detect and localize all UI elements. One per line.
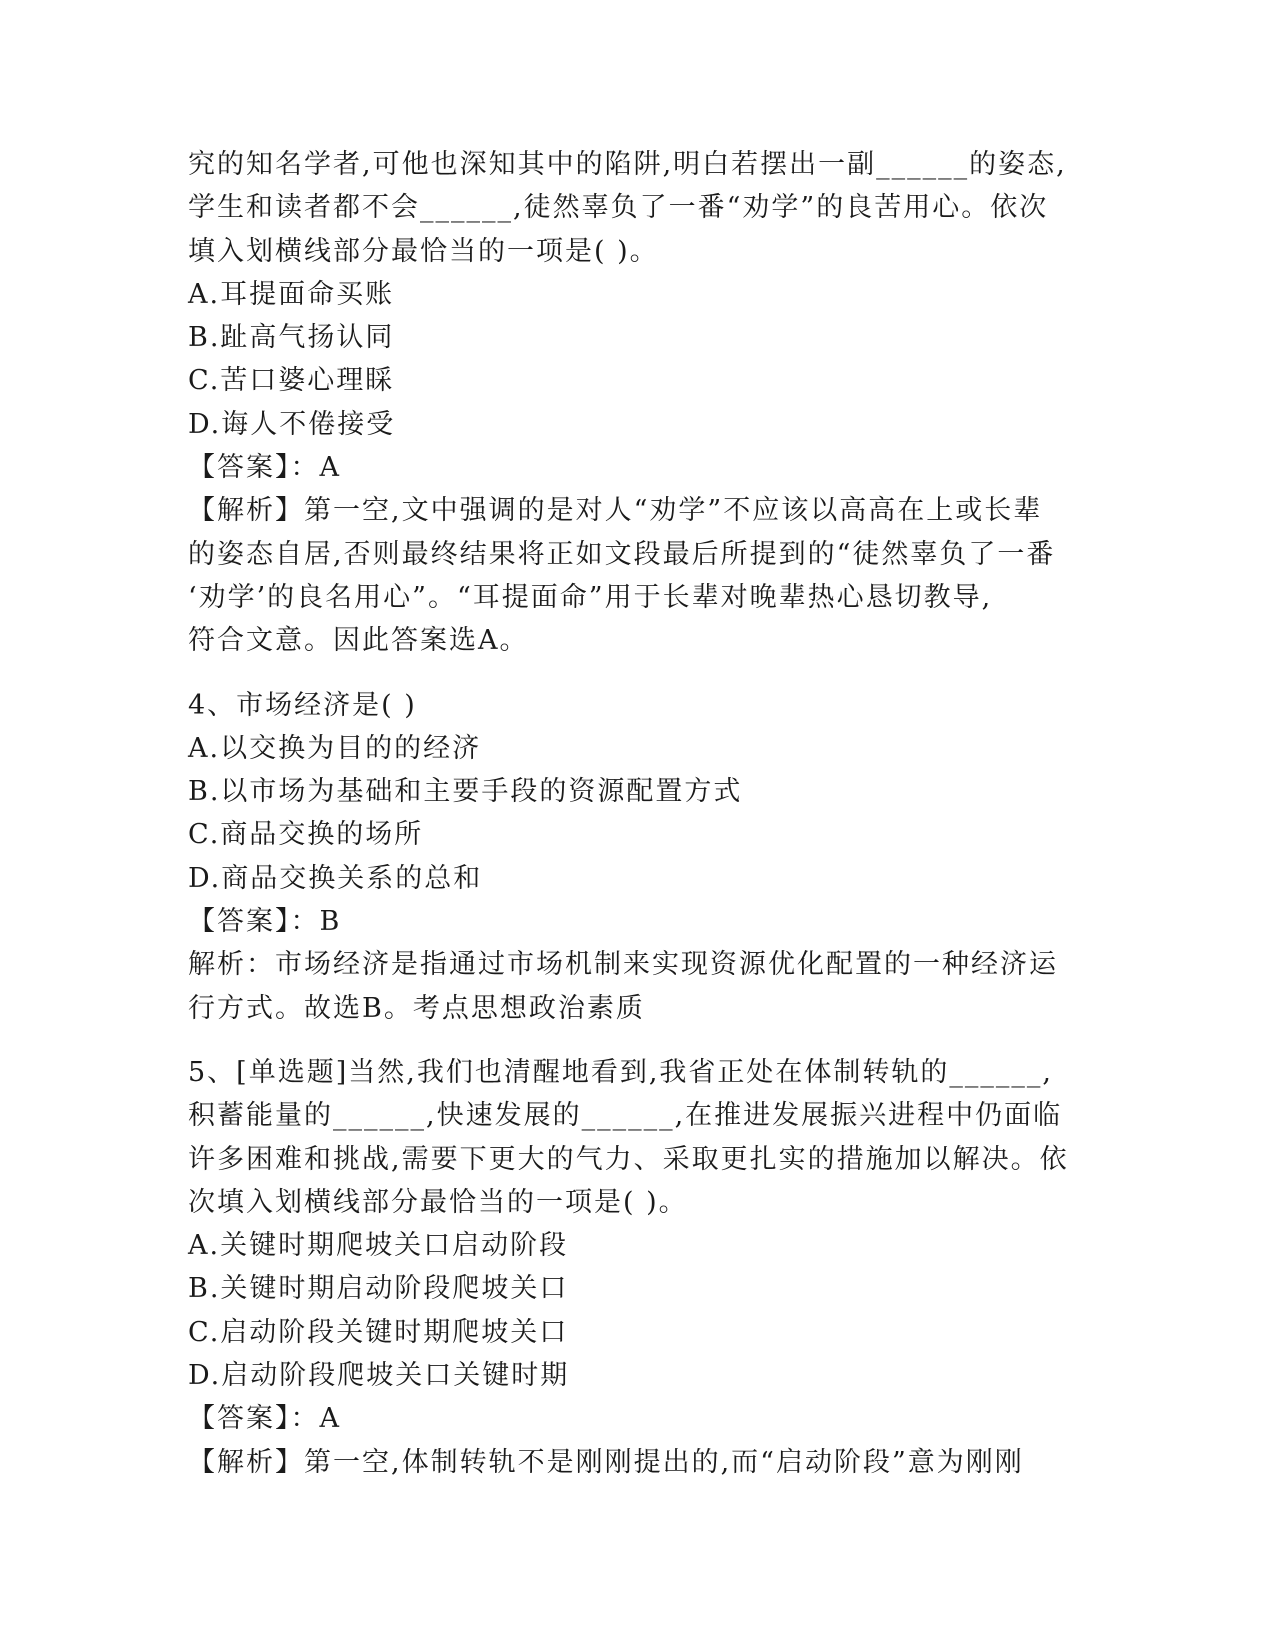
document-body [188,143,1088,1484]
question-stem-line: 积蓄能量的______,快速发展的______,在推进发展振兴进程中仍面临 [188,1100,1063,1132]
question-stem-line: 次填入划横线部分最恰当的一项是( )。 [188,1186,688,1218]
analysis-line: 行方式。故选B。考点思想政治素质 [188,992,645,1024]
option-a: A.关键时期爬坡关口启动阶段 [188,1230,569,1262]
section-gap [188,1030,1088,1051]
analysis-line: 的姿态自居,否则最终结果将正如文段最后所提到的“徒然辜负了一番 [188,538,1056,570]
option-a: A.以交换为目的的经济 [188,732,482,764]
answer-line: 【答案】：A [188,452,341,484]
answer-line: 【答案】：A [188,1403,341,1435]
option-b: B.趾高气扬认同 [188,322,395,354]
question-stem-line: 许多困难和挑战,需要下更大的气力、采取更扎实的措施加以解决。依 [188,1143,1069,1175]
option-b: B.以市场为基础和主要手段的资源配置方式 [188,776,743,808]
section-gap [188,663,1088,684]
answer-line: 【答案】：B [188,906,342,938]
question-5 [188,1051,1088,1484]
question-4 [188,684,1088,1030]
analysis-line: 符合文意。因此答案选A。 [188,625,529,657]
option-c: C.苦口婆心理睬 [188,365,395,397]
question-stem-line: 究的知名学者,可他也深知其中的陷阱,明白若摆出一副______的姿态, [188,149,1067,180]
option-d: D.诲人不倦接受 [188,408,396,440]
analysis-line: 【解析】第一空,文中强调的是对人“劝学”不应该以高高在上或长辈 [188,495,1043,527]
option-a: A.耳提面命买账 [188,278,395,310]
question-stem-line: 填入划横线部分最恰当的一项是( )。 [188,235,659,267]
option-c: C.启动阶段关键时期爬坡关口 [188,1316,569,1348]
question-stem-line: 学生和读者都不会______,徒然辜负了一番“劝学”的良苦用心。依次 [188,192,1049,224]
question-stem-line: 4、市场经济是( ) [188,689,417,721]
option-b: B.关键时期启动阶段爬坡关口 [188,1273,569,1305]
option-d: D.商品交换关系的总和 [188,862,483,894]
analysis-line: ‘劝学’的良名用心”。“耳提面命”用于长辈对晚辈热心恳切教导, [188,581,993,613]
analysis-line: 【解析】第一空,体制转轨不是刚刚提出的,而“启动阶段”意为刚刚 [188,1446,1024,1478]
option-c: C.商品交换的场所 [188,819,424,851]
option-d: D.启动阶段爬坡关口关键时期 [188,1360,570,1392]
question-3 [188,143,1088,663]
question-stem-line: 5、[单选题]当然,我们也清醒地看到,我省正处在体制转轨的______, [188,1056,1053,1088]
analysis-line: 解析：市场经济是指通过市场机制来实现资源优化配置的一种经济运 [188,949,1058,981]
